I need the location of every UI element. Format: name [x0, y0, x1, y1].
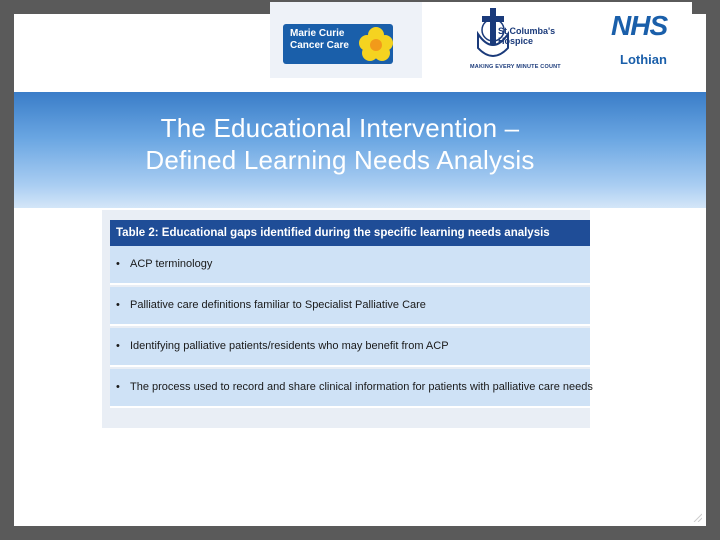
marie-curie-line-1: Marie Curie: [290, 28, 345, 39]
st-columbas-line-1: St Columba's: [498, 26, 556, 36]
resize-grip-icon[interactable]: [692, 512, 702, 522]
table-row-text: ACP terminology: [130, 258, 213, 270]
bullet-icon: •: [116, 299, 120, 311]
st-columbas-line-2: Hospice: [498, 36, 534, 46]
slide-title-line-1: The Educational Intervention –: [160, 113, 520, 143]
table-row-text: Palliative care definitions familiar to Specialist Palliative Care: [130, 299, 426, 311]
table-row: [110, 246, 590, 285]
bullet-icon: •: [116, 340, 120, 352]
table-caption: Table 2: Educational gaps identified during the specific learning needs analysis: [110, 220, 590, 246]
marie-curie-wordmark: [290, 28, 349, 52]
table-row: [110, 287, 590, 326]
daffodil-icon: [356, 24, 396, 64]
table-row: [110, 369, 593, 408]
slide-title-line-2: Defined Learning Needs Analysis: [145, 145, 535, 175]
table-row-text: Identifying palliative patients/residents who may benefit from ACP: [130, 340, 449, 352]
st-columbas-tagline: MAKING EVERY MINUTE COUNT: [470, 64, 561, 70]
marie-curie-line-2: Cancer Care: [290, 40, 349, 51]
st-columbas-wordmark: [498, 26, 555, 46]
window-frame-left: [0, 0, 14, 540]
window-frame-right: [706, 0, 720, 540]
bullet-icon: •: [116, 381, 120, 393]
window-frame-bottom: [0, 526, 720, 540]
bullet-icon: •: [116, 258, 120, 270]
table-row: [110, 328, 590, 367]
nhs-region-label: Lothian: [620, 52, 667, 67]
nhs-logo: NHS: [611, 10, 668, 41]
slide-title: [54, 112, 626, 176]
table-row-text: The process used to record and share clinical information for patients with palliative care needs: [130, 381, 593, 393]
